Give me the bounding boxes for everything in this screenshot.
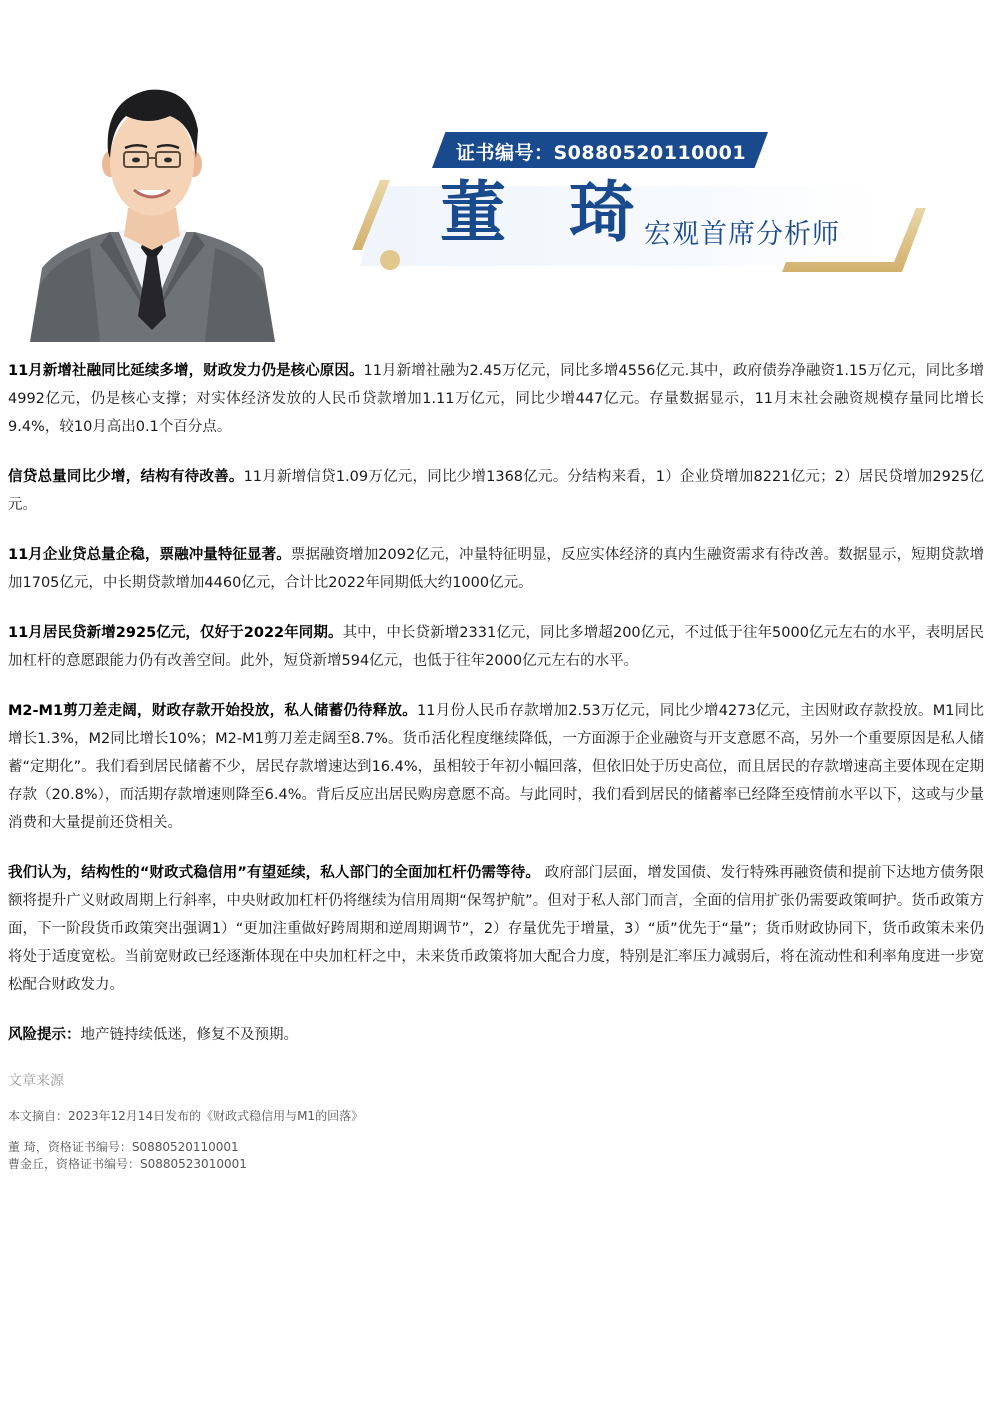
certificate-tab (432, 132, 768, 168)
analyst-banner (0, 0, 992, 345)
certificate-number: 证书编号：S0880520110001 (456, 142, 747, 164)
paragraph-lead: 11月居民贷新增2925亿元，仅好于2022年同期。 (8, 625, 343, 641)
paragraph-risk-warning (8, 1021, 984, 1049)
paragraph-credit-total (8, 463, 984, 519)
paragraph-household-loans (8, 619, 984, 675)
paragraph-text: 11月新增社融为2.45万亿元，同比多增4556亿元.其中，政府债券净融资1.15万亿元，同比多增4992亿元，仍是核心支撑；对实体经济发放的人民币贷款增加1.11万亿元，同比少增447亿元。存量数据显示，11月末社会融资规模存量同比增长9.4%，较10月高出0.1个百分点。 (8, 363, 984, 435)
paragraph-text: 其中，中长贷新增2331亿元，同比多增超200亿元，不过低于往年5000亿元左右的水平，表明居民加杠杆的意愿跟能力仍有改善空间。此外，短贷新增594亿元，也低于往年2000亿元左右的水平。 (8, 625, 984, 669)
analyst-title: 宏观首席分析师 (644, 219, 840, 250)
paragraph-outlook (8, 859, 984, 999)
analyst-portrait (30, 80, 275, 342)
paragraph-lead: 我们认为，结构性的“财政式稳信用”有望延续，私人部门的全面加杠杆仍需等待。 (8, 865, 540, 881)
paragraph-text: 11月新增信贷1.09万亿元，同比少增1368亿元。分结构来看，1）企业贷增加8221亿元；2）居民贷增加2925亿元。 (8, 469, 985, 513)
paragraph-lead: 信贷总量同比少增，结构有待改善。 (8, 469, 244, 485)
source-heading: 文章来源 (8, 1073, 64, 1089)
paragraph-social-financing (8, 357, 984, 441)
author-line: 董 琦，资格证书编号：S0880520110001 (8, 1140, 239, 1154)
source-excerpt: 本文摘自：2023年12月14日发布的《财政式稳信用与M1的回落》 (8, 1109, 364, 1123)
paragraph-text: 票据融资增加2092亿元，冲量特征明显，反应实体经济的真内生融资需求有待改善。数据显示，短期贷款增加1705亿元，中长期贷款增加4460亿元，合计比2022年同期低大约1000亿元。 (8, 547, 984, 591)
paragraph-text: 地产链持续低迷，修复不及预期。 (80, 1027, 298, 1043)
paragraph-text: 政府部门层面，增发国债、发行特殊再融资债和提前下达地方债务限额将提升广义财政周期上行斜率，中央财政加杠杆仍将继续为信用周期“保驾护航”。但对于私人部门而言，全面的信用扩张仍需要政策呵护。货币政策方面，下一阶段货币政策突出强调1）“更加注重做好跨周期和逆周期调节”，2）存量优先于增量，3）“质”优先于“量”；货币财政协同下，货币政策未来仍将处于适度宽松。当前宽财政已经逐渐体现在中央加杠杆之中，未来货币政策将加大配合力度，特别是汇率压力减弱后，将在流动性和利率角度进一步宽松配合财政发力。 (8, 865, 984, 993)
paragraph-m2-m1-gap (8, 697, 984, 837)
analyst-name: 董 琦 (440, 173, 655, 251)
paragraph-corporate-loans (8, 541, 984, 597)
paragraph-lead: 风险提示： (8, 1027, 81, 1043)
paragraph-text: 11月份人民币存款增加2.53万亿元，同比少增4273亿元，主因财政存款投放。M1同比增长1.3%，M2同比增长10%；M2-M1剪刀差走阔至8.7%。货币活化程度继续降低，一方面源于企业融资与开支意愿不高，另外一个重要原因是私人储蓄“定期化”。我们看到居民储蓄不少，居民存款增速达到16.4%，虽相较于年初小幅回落，但依旧处于历史高位，而且居民的存款增速高主要体现在定期存款（20.8%），而活期存款增速则降至6.4%。背后反应出居民购房意愿不高。与此同时，我们看到居民的储蓄率已经降至疫情前水平以下，这或与少量消费和大量提前还贷相关。 (8, 703, 984, 831)
paragraph-lead: M2-M1剪刀差走阔，财政存款开始投放，私人储蓄仍待释放。 (8, 703, 418, 719)
author-line: 曹金丘，资格证书编号：S0880523010001 (8, 1157, 247, 1171)
report-body (8, 357, 984, 1173)
paragraph-lead: 11月新增社融同比延续多增，财政发力仍是核心原因。 (8, 363, 364, 379)
paragraph-lead: 11月企业贷总量企稳，票融冲量特征显著。 (8, 547, 291, 563)
